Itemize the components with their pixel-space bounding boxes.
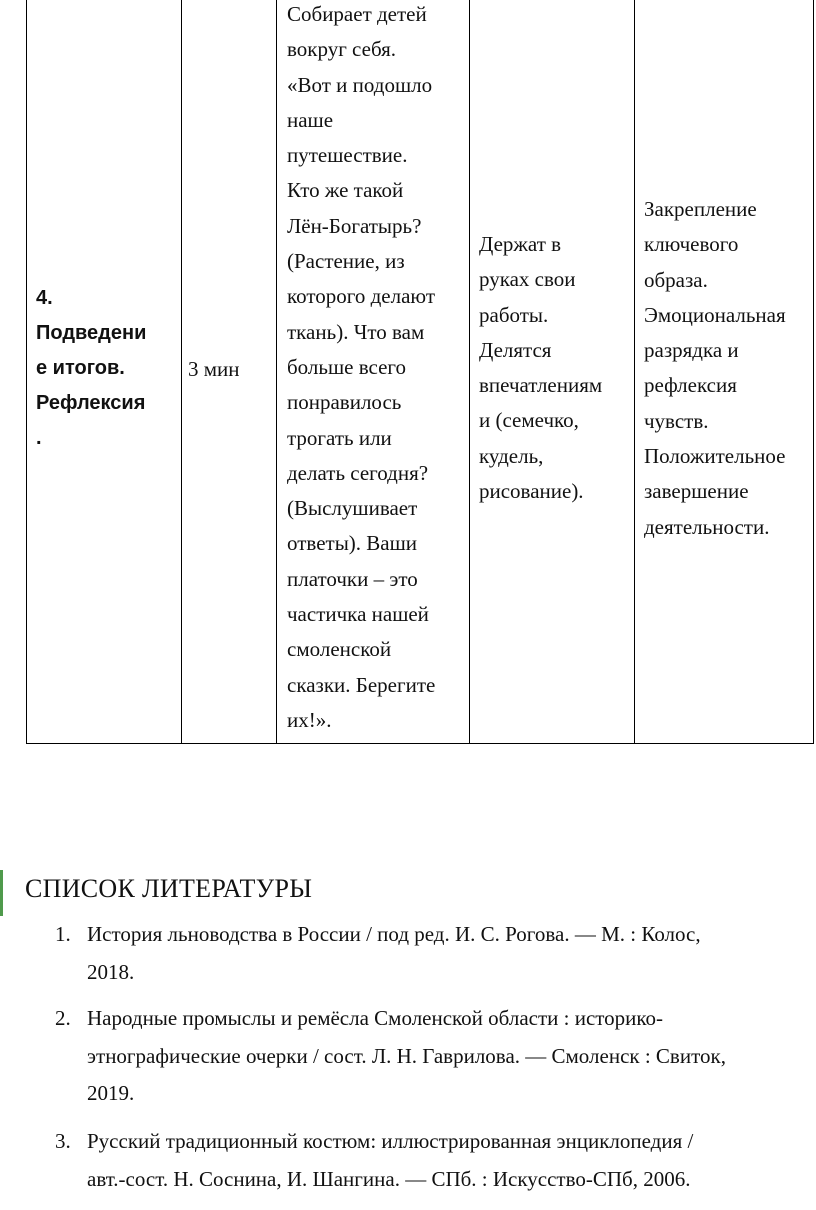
list-item-text: Народные промыслы и ремёсла Смоленской области : историко- этнографические очерки / сост. Л. Н. Гаврилова. — Смоленск : Свиток, 2019. <box>87 1006 726 1105</box>
lesson-plan-table <box>26 0 814 744</box>
children-activity-cell <box>469 0 634 743</box>
stage-text: 4. Подведени е итогов. Рефлексия . <box>36 287 147 449</box>
list-item-text: История льноводства в России / под ред. И. С. Рогова. — М. : Колос, 2018. <box>87 922 701 984</box>
time-cell <box>181 0 276 743</box>
teacher-activity-text: Собирает детей вокруг себя. «Вот и подошло наше путешествие. Кто же такой Лён-Богатырь? (Растение, из которого делают ткань). Что вам больше всего понравилось трогать или делать сегодня? (Выслушивает ответы). Ваши платочки – это частичка нашей смоленской сказки. Берегите их!». <box>287 2 436 732</box>
list-item-number: 1. <box>55 922 71 946</box>
list-item-number: 3. <box>55 1129 71 1153</box>
children-activity-text: Держат в руках свои работы. Делятся впечатлениям и (семечко, кудель, рисование). <box>479 232 603 504</box>
teacher-activity-cell <box>276 0 469 743</box>
heading-marker <box>0 870 3 916</box>
list-item-text: Русский традиционный костюм: иллюстрированная энциклопедия / авт.-сост. Н. Соснина, И. Шангина. — СПб. : Искусство-СПб, 2006. <box>87 1129 694 1191</box>
expected-result-text: Закрепление ключевого образа. Эмоциональная разрядка и рефлексия чувств. Положительное завершение деятельности. <box>644 197 786 539</box>
stage-cell <box>27 0 181 743</box>
expected-result-cell <box>634 0 815 743</box>
list-item-number: 2. <box>55 1006 71 1030</box>
references-heading: СПИСОК ЛИТЕРАТУРЫ <box>25 874 313 903</box>
time-text: 3 мин <box>188 357 240 381</box>
